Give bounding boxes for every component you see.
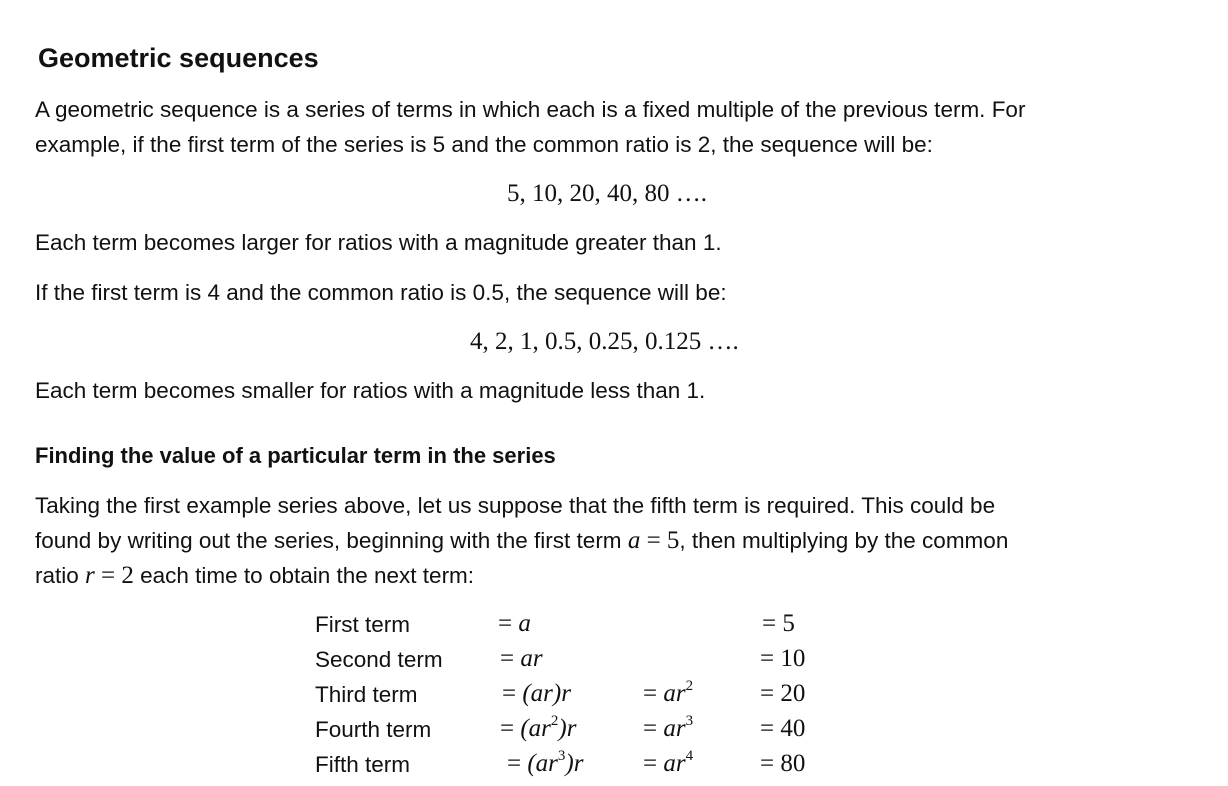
paragraph-line-2-start: found by writing out the series, beginning with the first term <box>35 528 628 553</box>
larger-ratio-note: Each term becomes larger for ratios with a magnitude greater than 1. <box>35 230 722 255</box>
sequence-example-2: 4, 2, 1, 0.5, 0.25, 0.125 …. <box>470 328 739 355</box>
term-value: = 40 <box>760 715 806 742</box>
sequence-example-1: 5, 10, 20, 40, 80 …. <box>507 180 707 207</box>
intro-line-2: example, if the first term of the series is 5 and the common ratio is 2, the sequence will be: <box>35 132 933 157</box>
page-title: Geometric sequences <box>38 43 319 73</box>
paragraph-line-3-end: each time to obtain the next term: <box>133 563 475 588</box>
paragraph-line-3-start: ratio <box>35 563 86 588</box>
term-label: First term <box>315 612 410 637</box>
variable-a: a <box>627 527 641 554</box>
section-heading: Finding the value of a particular term in the series <box>35 443 556 468</box>
term-expression: = $(ar^2)r$ <box>500 712 577 742</box>
term-label: Third term <box>315 682 418 707</box>
paragraph-line-3 <box>35 558 474 593</box>
term-expression: = ar <box>500 645 543 672</box>
paragraph-line-2-end: , then multiplying by the common <box>679 528 1009 553</box>
term-value: = 5 <box>762 610 795 637</box>
term-label: Second term <box>315 647 443 672</box>
term-value: = 80 <box>760 750 806 777</box>
paragraph-line-2 <box>35 523 1008 558</box>
term-expression: = $(ar^3)r$ <box>507 747 584 777</box>
term-value: = 20 <box>760 680 806 707</box>
term-simplified: = $ar^2$ <box>643 677 694 707</box>
term-value: = 10 <box>760 645 806 672</box>
term-expression: = a <box>498 610 531 637</box>
smaller-ratio-note: Each term becomes smaller for ratios with a magnitude less than 1. <box>35 378 706 403</box>
intro-line-1: A geometric sequence is a series of terms in which each is a fixed multiple of the previous term. For <box>35 97 1026 122</box>
term-simplified: = $ar^3$ <box>643 712 694 742</box>
equals-five: = 5 <box>640 527 680 554</box>
paragraph-line-1: Taking the first example series above, let us suppose that the fifth term is required. This could be <box>35 493 996 518</box>
term-label: Fourth term <box>315 717 432 742</box>
equals-two: = 2 <box>94 562 134 589</box>
variable-r: r <box>85 562 95 589</box>
second-example-intro: If the first term is 4 and the common ratio is 0.5, the sequence will be: <box>35 280 727 305</box>
term-expression: = (ar)r <box>502 680 571 707</box>
term-label: Fifth term <box>315 752 411 777</box>
term-simplified: = $ar^4$ <box>643 747 694 777</box>
